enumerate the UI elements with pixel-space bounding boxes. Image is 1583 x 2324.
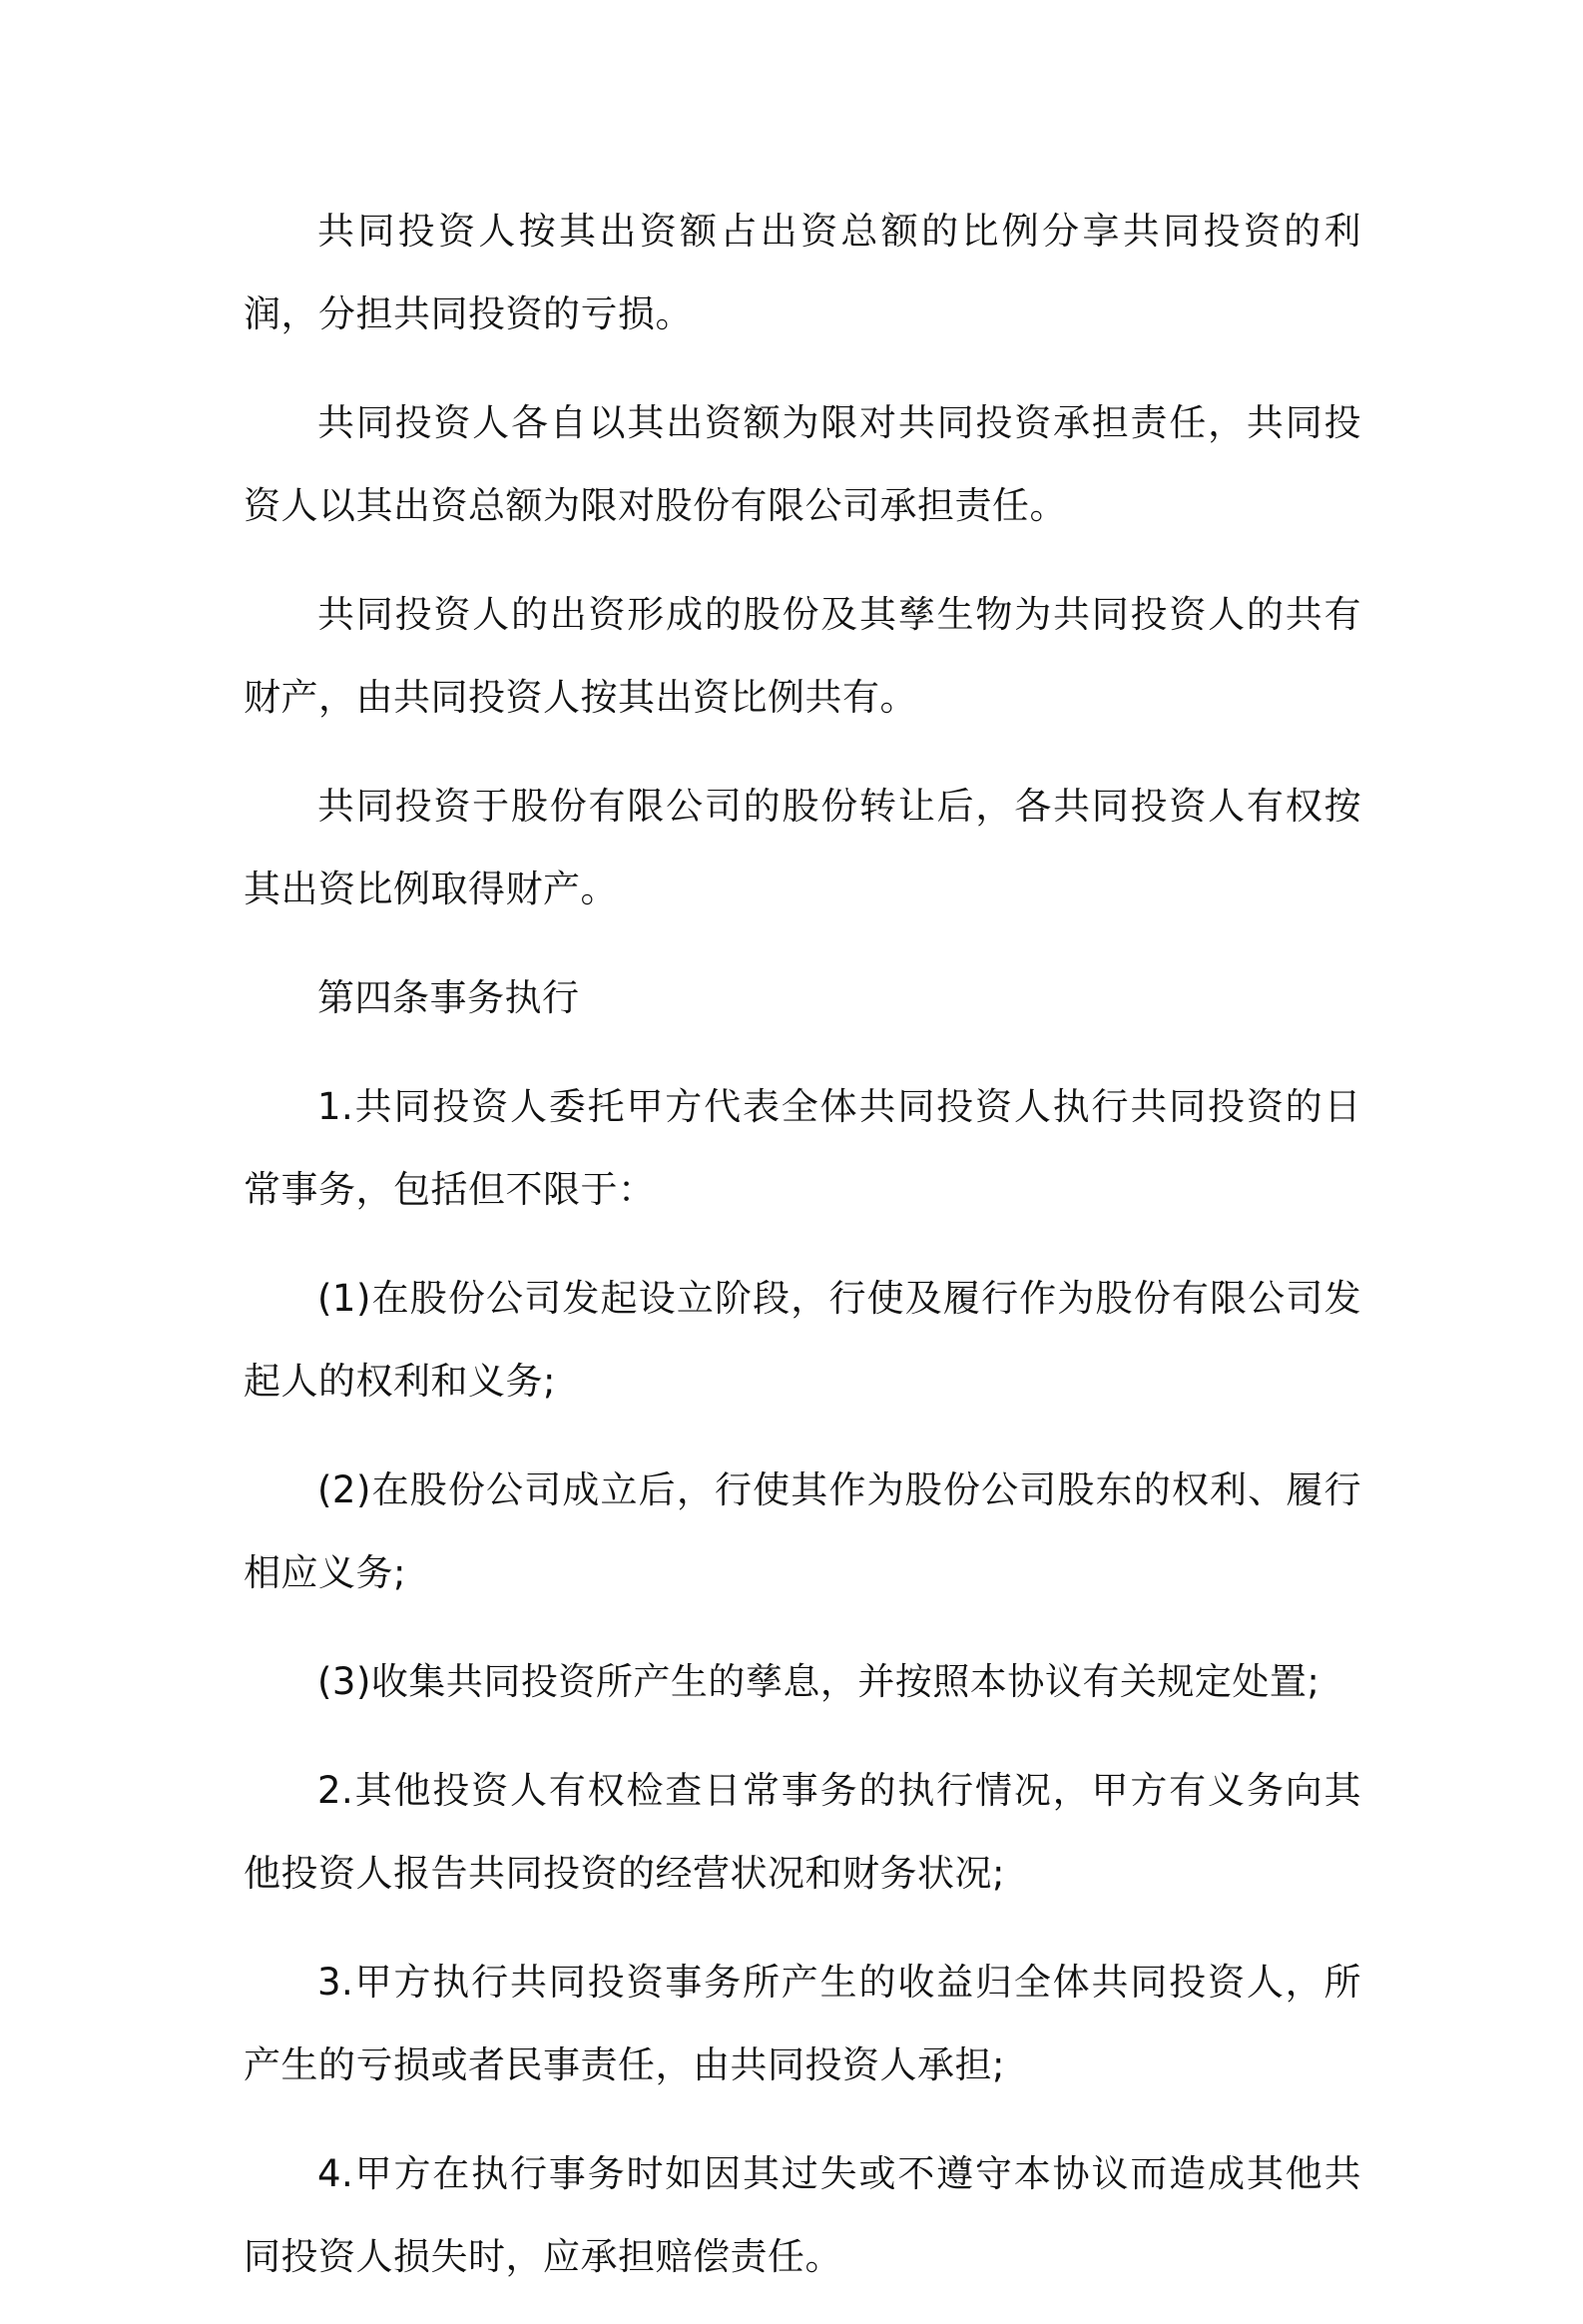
paragraph-item-1: 1.共同投资人委托甲方代表全体共同投资人执行共同投资的日常事务，包括但不限于： bbox=[244, 1085, 1361, 1211]
document-body bbox=[244, 190, 1361, 2324]
paragraph-item-2: 2.其他投资人有权检查日常事务的执行情况，甲方有义务向其他投资人报告共同投资的经营状况和财务状况; bbox=[244, 1769, 1361, 1895]
paragraph-subitem-3: (3)收集共同投资所产生的孳息，并按照本协议有关规定处置; bbox=[317, 1660, 1320, 1703]
paragraph-profit-sharing: 共同投资人按其出资额占出资总额的比例分享共同投资的利润，分担共同投资的亏损。 bbox=[244, 210, 1361, 335]
article-heading: 第四条事务执行 bbox=[317, 976, 580, 1019]
paragraph-subitem-2: (2)在股份公司成立后，行使其作为股份公司股东的权利、履行相应义务; bbox=[244, 1468, 1361, 1594]
paragraph-item-3: 3.甲方执行共同投资事务所产生的收益归全体共同投资人，所产生的亏损或者民事责任，由共同投资人承担; bbox=[244, 1961, 1361, 2086]
paragraph-subitem-1: (1)在股份公司发起设立阶段，行使及履行作为股份有限公司发起人的权利和义务; bbox=[244, 1277, 1361, 1403]
paragraph-item-4: 4.甲方在执行事务时如因其过失或不遵守本协议而造成其他共同投资人损失时，应承担赔偿责任。 bbox=[244, 2152, 1361, 2278]
paragraph-common-property: 共同投资人的出资形成的股份及其孳生物为共同投资人的共有财产，由共同投资人按其出资比例共有。 bbox=[244, 593, 1361, 719]
paragraph-share-transfer: 共同投资于股份有限公司的股份转让后，各共同投资人有权按其出资比例取得财产。 bbox=[244, 785, 1361, 910]
paragraph-liability: 共同投资人各自以其出资额为限对共同投资承担责任，共同投资人以其出资总额为限对股份有限公司承担责任。 bbox=[244, 401, 1361, 527]
